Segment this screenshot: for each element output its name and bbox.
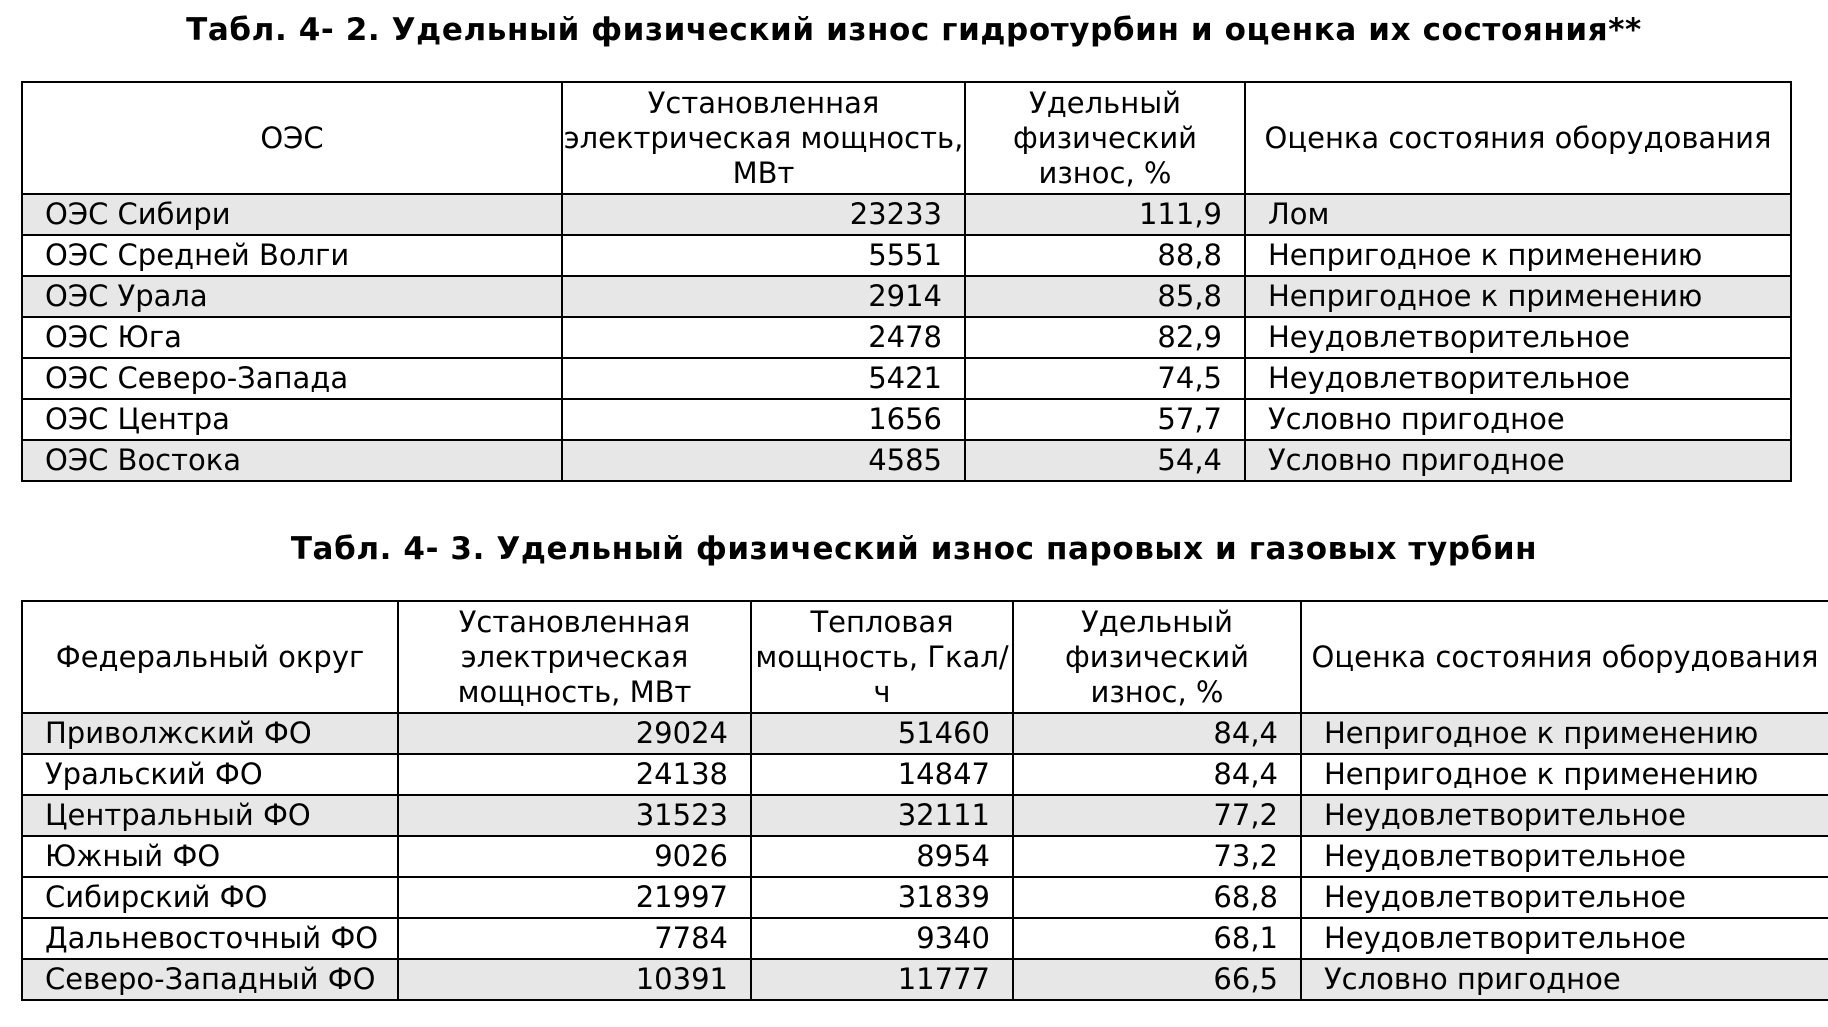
cell-thermal-capacity: 31839 bbox=[751, 877, 1013, 918]
cell-condition: Неудовлетворительное bbox=[1301, 836, 1828, 877]
cell-installed-capacity: 9026 bbox=[398, 836, 751, 877]
cell-federal-district: Приволжский ФО bbox=[22, 713, 398, 754]
cell-installed-capacity: 24138 bbox=[398, 754, 751, 795]
cell-thermal-capacity: 51460 bbox=[751, 713, 1013, 754]
table-row bbox=[22, 918, 1828, 959]
cell-wear: 66,5 bbox=[1013, 959, 1301, 1000]
cell-federal-district: Сибирский ФО bbox=[22, 877, 398, 918]
cell-installed-capacity: 7784 bbox=[398, 918, 751, 959]
cell-federal-district: Южный ФО bbox=[22, 836, 398, 877]
cell-federal-district: Уральский ФО bbox=[22, 754, 398, 795]
cell-installed-capacity: 2914 bbox=[562, 276, 965, 317]
table-row bbox=[22, 317, 1791, 358]
cell-wear: 85,8 bbox=[965, 276, 1245, 317]
cell-installed-capacity: 31523 bbox=[398, 795, 751, 836]
cell-condition: Неудовлетворительное bbox=[1301, 918, 1828, 959]
cell-condition: Неудовлетворительное bbox=[1301, 795, 1828, 836]
cell-oes: ОЭС Средней Волги bbox=[22, 235, 562, 276]
cell-condition: Непригодное к применению bbox=[1301, 713, 1828, 754]
table-row bbox=[22, 194, 1791, 235]
table-header-row bbox=[22, 82, 1791, 194]
header-wear: Удельный физический износ, % bbox=[965, 82, 1245, 194]
cell-installed-capacity: 4585 bbox=[562, 440, 965, 481]
cell-oes: ОЭС Юга bbox=[22, 317, 562, 358]
cell-wear: 84,4 bbox=[1013, 713, 1301, 754]
table-row bbox=[22, 836, 1828, 877]
cell-federal-district: Центральный ФО bbox=[22, 795, 398, 836]
cell-oes: ОЭС Урала bbox=[22, 276, 562, 317]
cell-installed-capacity: 29024 bbox=[398, 713, 751, 754]
cell-thermal-capacity: 9340 bbox=[751, 918, 1013, 959]
cell-thermal-capacity: 14847 bbox=[751, 754, 1013, 795]
table-header-row bbox=[22, 601, 1828, 713]
cell-condition: Условно пригодное bbox=[1245, 399, 1791, 440]
header-oes: ОЭС bbox=[22, 82, 562, 194]
cell-condition: Условно пригодное bbox=[1245, 440, 1791, 481]
header-thermal-capacity: Тепловая мощность, Гкал/ч bbox=[751, 601, 1013, 713]
cell-federal-district: Северо-Западный ФО bbox=[22, 959, 398, 1000]
cell-wear: 57,7 bbox=[965, 399, 1245, 440]
cell-wear: 111,9 bbox=[965, 194, 1245, 235]
table-row bbox=[22, 795, 1828, 836]
table-row bbox=[22, 959, 1828, 1000]
table-row bbox=[22, 399, 1791, 440]
header-installed-capacity: Установленная электрическая мощность, МВт bbox=[398, 601, 751, 713]
cell-oes: ОЭС Сибири bbox=[22, 194, 562, 235]
cell-wear: 77,2 bbox=[1013, 795, 1301, 836]
header-wear: Удельный физический износ, % bbox=[1013, 601, 1301, 713]
header-federal-district: Федеральный округ bbox=[22, 601, 398, 713]
header-condition: Оценка состояния оборудования bbox=[1245, 82, 1791, 194]
cell-wear: 84,4 bbox=[1013, 754, 1301, 795]
cell-installed-capacity: 5421 bbox=[562, 358, 965, 399]
table-row bbox=[22, 754, 1828, 795]
table-row bbox=[22, 276, 1791, 317]
table-4-3 bbox=[21, 600, 1828, 1001]
header-condition: Оценка состояния оборудования bbox=[1301, 601, 1828, 713]
cell-condition: Условно пригодное bbox=[1301, 959, 1828, 1000]
cell-condition: Непригодное к применению bbox=[1245, 276, 1791, 317]
table-row bbox=[22, 877, 1828, 918]
cell-condition: Лом bbox=[1245, 194, 1791, 235]
cell-installed-capacity: 1656 bbox=[562, 399, 965, 440]
cell-thermal-capacity: 8954 bbox=[751, 836, 1013, 877]
cell-wear: 73,2 bbox=[1013, 836, 1301, 877]
cell-oes: ОЭС Центра bbox=[22, 399, 562, 440]
cell-installed-capacity: 23233 bbox=[562, 194, 965, 235]
cell-condition: Неудовлетворительное bbox=[1245, 358, 1791, 399]
table-4-3-caption: Табл. 4- 3. Удельный физический износ паровых и газовых турбин bbox=[290, 531, 1538, 567]
cell-installed-capacity: 10391 bbox=[398, 959, 751, 1000]
table-4-2 bbox=[21, 81, 1792, 482]
cell-wear: 82,9 bbox=[965, 317, 1245, 358]
table-row bbox=[22, 235, 1791, 276]
cell-installed-capacity: 21997 bbox=[398, 877, 751, 918]
table-row bbox=[22, 713, 1828, 754]
header-installed-capacity: Установленная электрическая мощность, МВт bbox=[562, 82, 965, 194]
cell-wear: 68,1 bbox=[1013, 918, 1301, 959]
cell-condition: Неудовлетворительное bbox=[1245, 317, 1791, 358]
cell-installed-capacity: 5551 bbox=[562, 235, 965, 276]
cell-condition: Неудовлетворительное bbox=[1301, 877, 1828, 918]
cell-thermal-capacity: 32111 bbox=[751, 795, 1013, 836]
cell-condition: Непригодное к применению bbox=[1245, 235, 1791, 276]
cell-thermal-capacity: 11777 bbox=[751, 959, 1013, 1000]
cell-condition: Непригодное к применению bbox=[1301, 754, 1828, 795]
table-4-2-caption: Табл. 4- 2. Удельный физический износ гидротурбин и оценка их состояния** bbox=[186, 12, 1642, 48]
cell-federal-district: Дальневосточный ФО bbox=[22, 918, 398, 959]
cell-wear: 74,5 bbox=[965, 358, 1245, 399]
cell-oes: ОЭС Северо-Запада bbox=[22, 358, 562, 399]
cell-oes: ОЭС Востока bbox=[22, 440, 562, 481]
cell-wear: 68,8 bbox=[1013, 877, 1301, 918]
cell-installed-capacity: 2478 bbox=[562, 317, 965, 358]
table-row bbox=[22, 440, 1791, 481]
cell-wear: 88,8 bbox=[965, 235, 1245, 276]
table-row bbox=[22, 358, 1791, 399]
cell-wear: 54,4 bbox=[965, 440, 1245, 481]
